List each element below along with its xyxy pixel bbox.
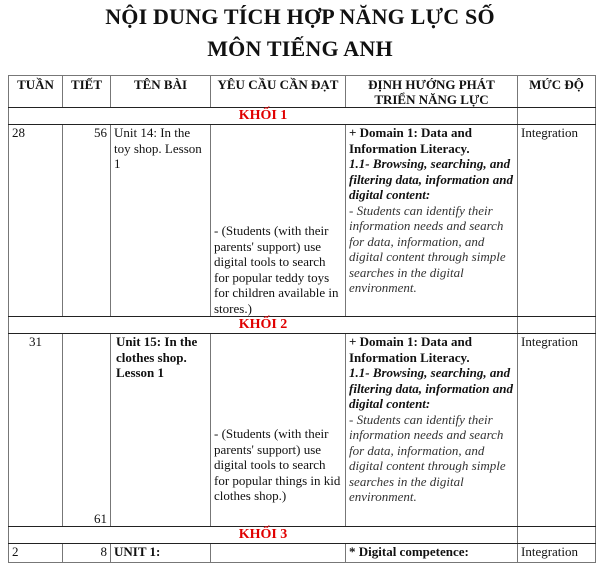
document-title: NỘI DUNG TÍCH HỢP NĂNG LỰC SỐ bbox=[105, 4, 495, 29]
section-row-khoi-3 bbox=[9, 527, 596, 544]
description-text: - Students can identify their information needs and search for data, information, and digital content through simple searches in the digital environment. bbox=[349, 411, 506, 504]
section-label: KHỐI 3 bbox=[9, 527, 518, 544]
header-ten-bai: TÊN BÀI bbox=[111, 76, 211, 108]
cell-ten-bai: UNIT 1: bbox=[111, 544, 211, 563]
section-row-khoi-1 bbox=[9, 108, 596, 125]
cell-dinh-huong bbox=[346, 334, 518, 527]
domain-text: + Domain 1: Data and Information Literacy. bbox=[349, 125, 472, 156]
cell-muc-do: Integration bbox=[518, 544, 596, 563]
cell-tiet: 56 bbox=[63, 125, 111, 317]
cell-ten-bai: Unit 15: In the clothes shop. Lesson 1 bbox=[111, 334, 211, 527]
cell-yeu-cau: - (Students (with their parents' support) use digital tools to search for popular teddy toys for children available in stores.) bbox=[211, 125, 346, 317]
table-row bbox=[9, 334, 596, 527]
cell-muc-do: Integration bbox=[518, 334, 596, 527]
table-row bbox=[9, 544, 596, 563]
cell-tiet: 61 bbox=[63, 334, 111, 527]
cell-dinh-huong bbox=[346, 125, 518, 317]
cell-yeu-cau bbox=[211, 334, 346, 527]
cell-yeu-cau bbox=[211, 544, 346, 563]
cell-tuan: 31 bbox=[9, 334, 63, 527]
cell-muc-do: Integration bbox=[518, 125, 596, 317]
section-label: KHỐI 1 bbox=[9, 108, 518, 125]
header-dinh-huong: ĐỊNH HƯỚNG PHÁT TRIỂN NĂNG LỰC bbox=[346, 76, 518, 108]
cell-tiet: 8 bbox=[63, 544, 111, 563]
competence-text: 1.1- Browsing, searching, and filtering data, information and digital content: bbox=[349, 156, 513, 202]
cell-tuan: 28 bbox=[9, 125, 63, 317]
header-tuan: TUẦN bbox=[9, 76, 63, 108]
table-row bbox=[9, 125, 596, 317]
integration-table bbox=[8, 75, 596, 563]
cell-dinh-huong: * Digital competence: bbox=[346, 544, 518, 563]
yeu-cau-text: - (Students (with their parents' support) use digital tools to search for popular things in kid clothes shop.) bbox=[214, 426, 341, 503]
document-subtitle: MÔN TIẾNG ANH bbox=[207, 36, 393, 61]
description-text: - Students can identify their information needs and search for data, information, and digital content through simple searches in the digital environment. bbox=[349, 202, 506, 295]
table-header-row bbox=[9, 76, 596, 108]
cell-tuan: 2 bbox=[9, 544, 63, 563]
header-muc-do: MỨC ĐỘ bbox=[518, 76, 596, 108]
competence-text: 1.1- Browsing, searching, and filtering data, information and digital content: bbox=[349, 365, 513, 411]
domain-text: + Domain 1: Data and Information Literacy. bbox=[349, 334, 472, 365]
header-tiet: TIẾT bbox=[63, 76, 111, 108]
cell-ten-bai: Unit 14: In the toy shop. Lesson 1 bbox=[111, 125, 211, 317]
section-row-khoi-2 bbox=[9, 317, 596, 334]
header-yeu-cau: YÊU CẦU CẦN ĐẠT bbox=[211, 76, 346, 108]
section-label: KHỐI 2 bbox=[9, 317, 518, 334]
